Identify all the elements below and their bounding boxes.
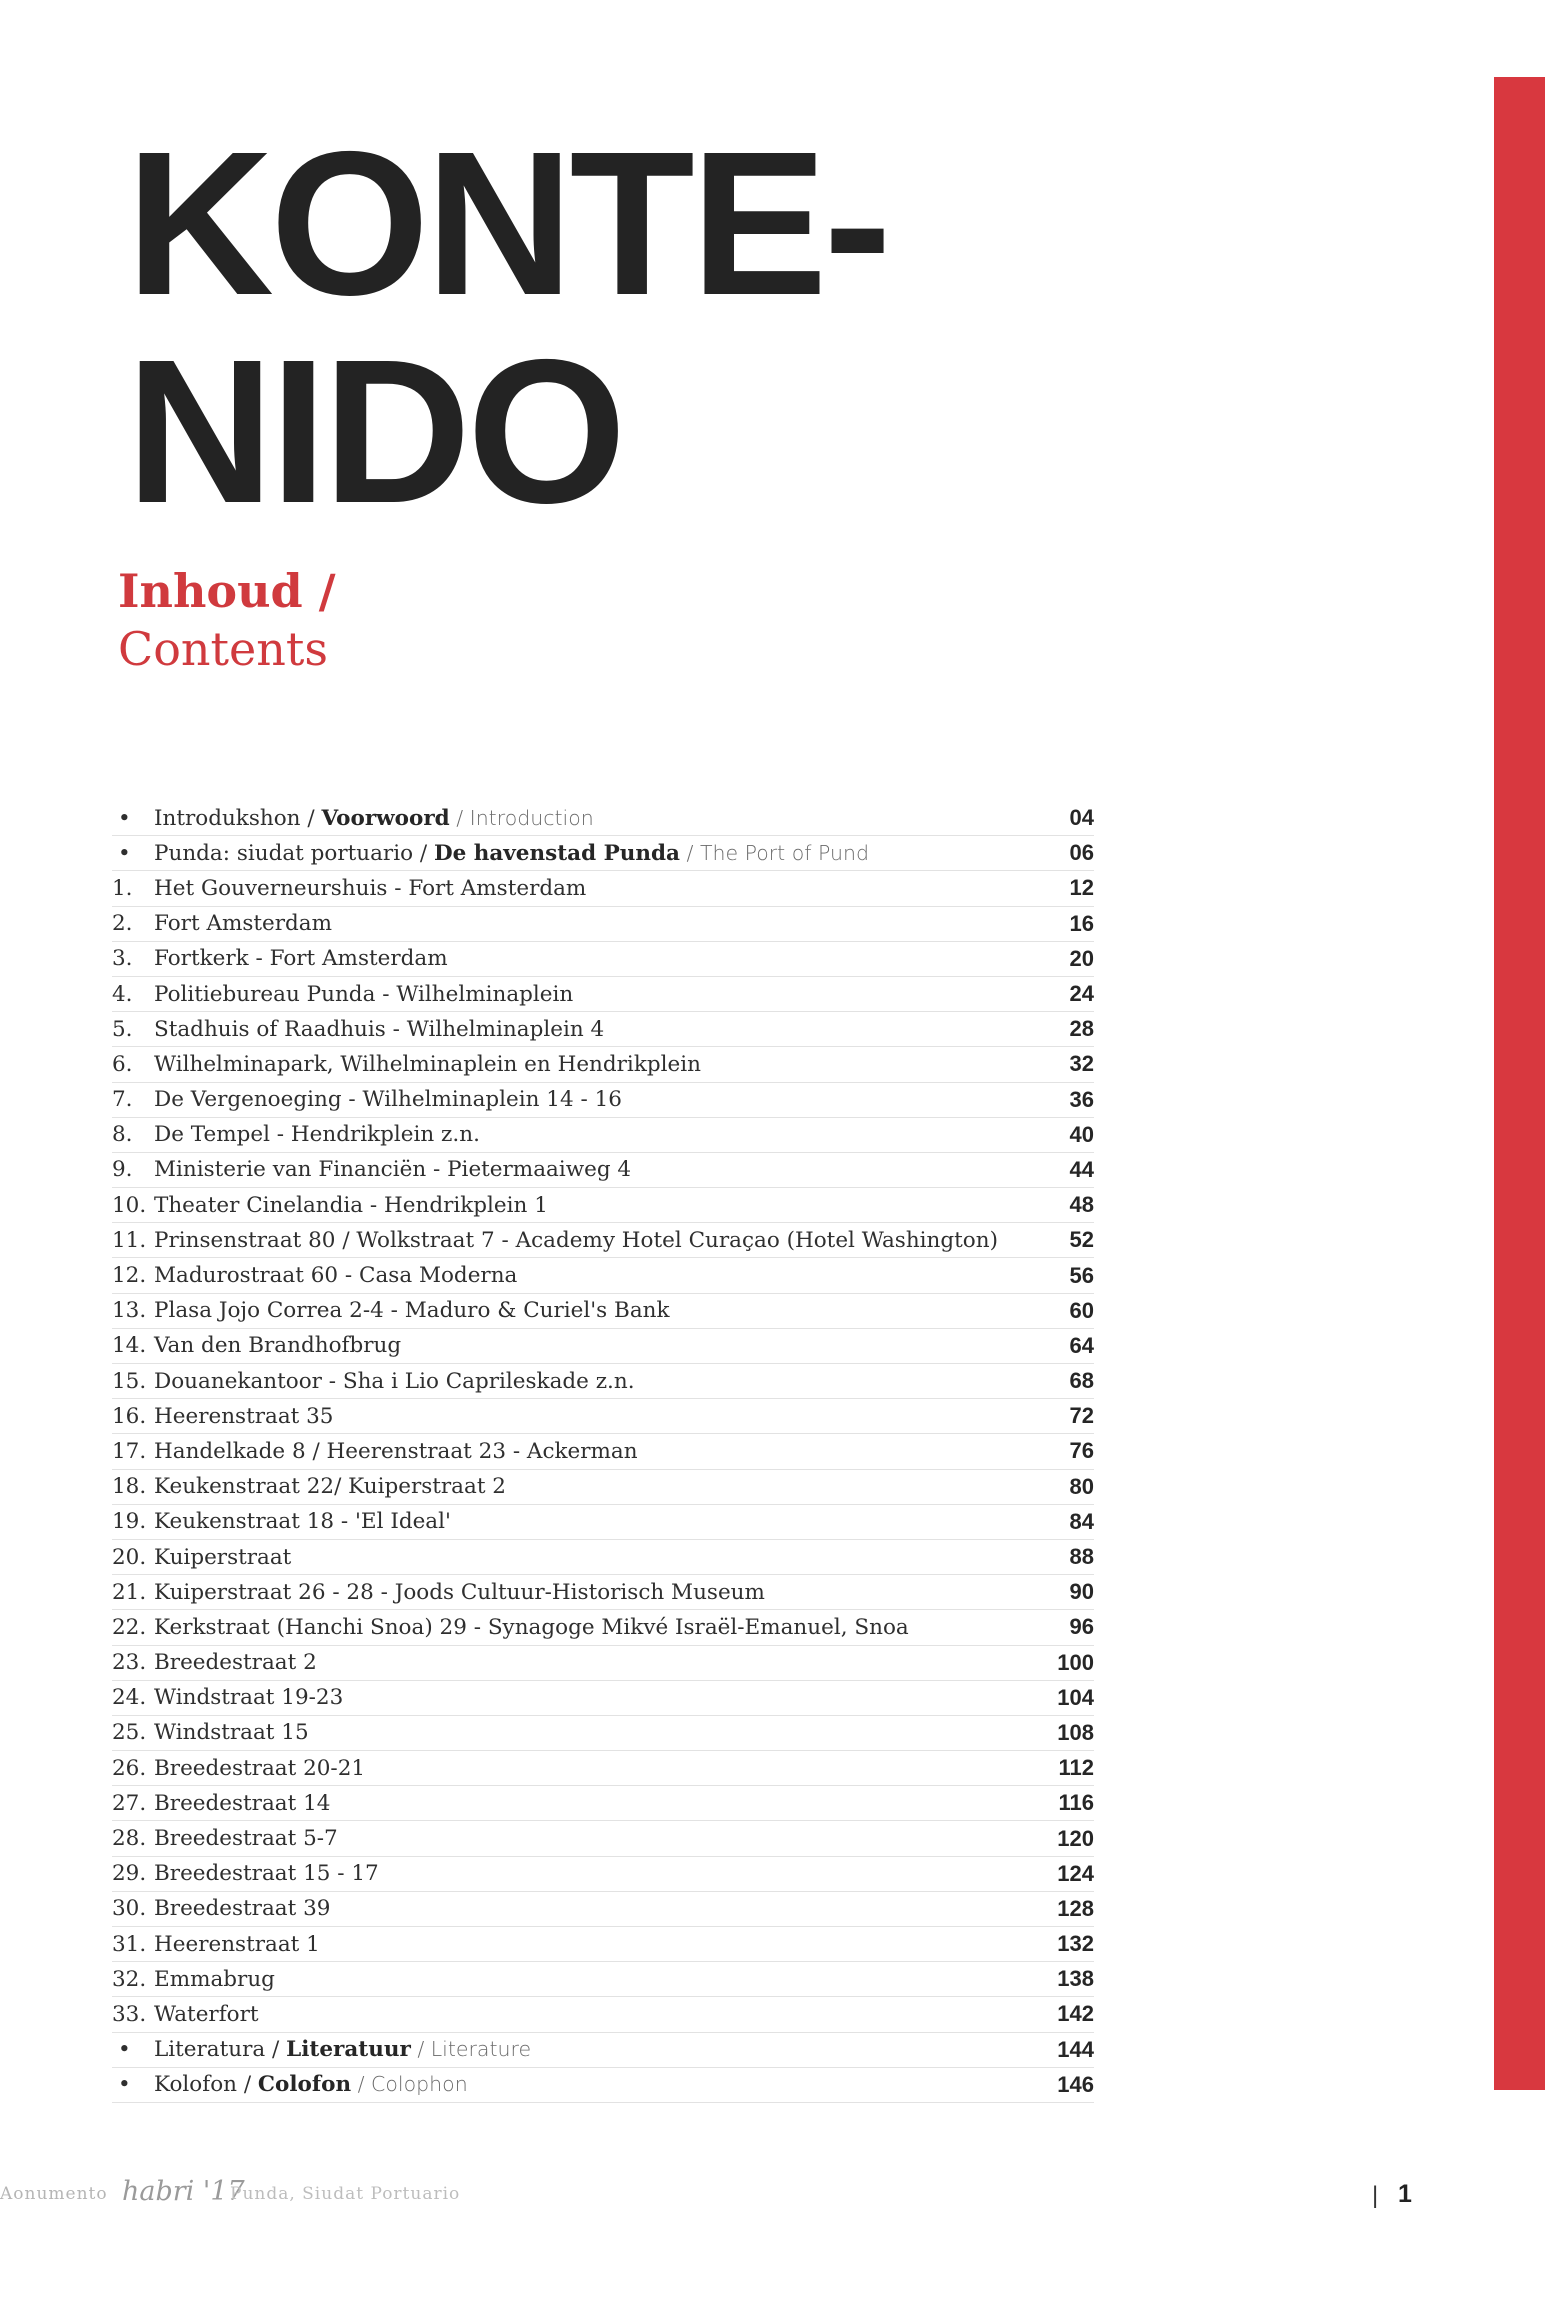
toc-entry-title bbox=[154, 2072, 1094, 2097]
toc-entry-text: Plasa Jojo Correa 2-4 - Maduro & Curiel's Bank bbox=[154, 1298, 670, 1324]
toc-page-number: 124 bbox=[1057, 1860, 1094, 1886]
toc-number: 15. bbox=[112, 1368, 147, 1394]
toc-number: 30. bbox=[112, 1896, 147, 1922]
toc-bullet: • bbox=[118, 840, 131, 866]
toc-number: 32. bbox=[112, 1966, 147, 1992]
toc-entry-text: Kuiperstraat 26 - 28 - Joods Cultuur-Historisch Museum bbox=[154, 1579, 765, 1605]
toc-number: 18. bbox=[112, 1474, 147, 1500]
table-of-contents bbox=[112, 801, 1094, 2103]
toc-entry bbox=[112, 1294, 1094, 1329]
toc-entry-english: / The Port of Pund bbox=[680, 840, 870, 865]
toc-entry bbox=[112, 1681, 1094, 1716]
toc-entry bbox=[112, 1083, 1094, 1118]
toc-number: 10. bbox=[112, 1192, 147, 1218]
toc-entry-title bbox=[154, 1157, 1094, 1182]
toc-entry-text: Kolofon / bbox=[154, 2072, 258, 2098]
toc-page-number: 48 bbox=[1069, 1192, 1094, 1218]
toc-page-number: 120 bbox=[1057, 1825, 1094, 1851]
toc-entry bbox=[112, 1610, 1094, 1645]
toc-entry bbox=[112, 1364, 1094, 1399]
toc-entry bbox=[112, 1716, 1094, 1751]
toc-entry-text: Douanekantoor - Sha i Lio Caprileskade z.n. bbox=[154, 1368, 635, 1394]
toc-entry-title bbox=[154, 1615, 1094, 1640]
toc-entry bbox=[112, 1047, 1094, 1082]
toc-entry-text: Van den Brandhofbrug bbox=[154, 1333, 402, 1359]
toc-entry-title bbox=[154, 946, 1094, 971]
toc-entry bbox=[112, 2068, 1094, 2103]
footer-book-title: Punda, Siudat Portuario bbox=[230, 2184, 461, 2204]
toc-entry-text: Handelkade 8 / Heerenstraat 23 - Ackerman bbox=[154, 1438, 638, 1464]
toc-entry-title bbox=[154, 1439, 1094, 1464]
toc-number: 19. bbox=[112, 1509, 147, 1535]
toc-page-number: 20 bbox=[1069, 945, 1094, 971]
toc-entry-text: Keukenstraat 22/ Kuiperstraat 2 bbox=[154, 1474, 506, 1500]
toc-entry bbox=[112, 1470, 1094, 1505]
toc-number: 1. bbox=[112, 875, 133, 901]
toc-number: 8. bbox=[112, 1122, 133, 1148]
toc-entry-text: Heerenstraat 1 bbox=[154, 1931, 320, 1957]
toc-page-number: 24 bbox=[1069, 981, 1094, 1007]
toc-entry-text: Breedestraat 39 bbox=[154, 1896, 331, 1922]
toc-entry-text: Introdukshon / bbox=[154, 805, 322, 831]
toc-page-number: 60 bbox=[1069, 1297, 1094, 1323]
toc-number: 7. bbox=[112, 1087, 133, 1113]
toc-page-number: 84 bbox=[1069, 1508, 1094, 1534]
toc-page-number: 132 bbox=[1057, 1931, 1094, 1957]
toc-entry-title bbox=[154, 1685, 1094, 1710]
toc-page-number: 108 bbox=[1057, 1719, 1094, 1745]
toc-entry-title bbox=[154, 1369, 1094, 1394]
toc-bullet: • bbox=[118, 2072, 131, 2098]
toc-number: 27. bbox=[112, 1790, 147, 1816]
toc-page-number: 90 bbox=[1069, 1579, 1094, 1605]
footer-page-number: 1 bbox=[1398, 2180, 1412, 2208]
toc-page-number: 72 bbox=[1069, 1403, 1094, 1429]
toc-entry bbox=[112, 1821, 1094, 1856]
page-footer bbox=[0, 2178, 1545, 2218]
toc-page-number: 36 bbox=[1069, 1086, 1094, 1112]
footer-series: Aonumento bbox=[0, 2184, 108, 2204]
toc-entry-title bbox=[154, 1333, 1094, 1358]
toc-entry bbox=[112, 1012, 1094, 1047]
toc-page-number: 116 bbox=[1058, 1790, 1094, 1816]
toc-number: 22. bbox=[112, 1614, 147, 1640]
toc-entry-title bbox=[154, 1580, 1094, 1605]
toc-page-number: 76 bbox=[1069, 1438, 1094, 1464]
toc-page-number: 80 bbox=[1069, 1473, 1094, 1499]
toc-entry-text: Fort Amsterdam bbox=[154, 911, 332, 937]
toc-entry-text: Het Gouverneurshuis - Fort Amsterdam bbox=[154, 875, 587, 901]
toc-entry bbox=[112, 1329, 1094, 1364]
toc-entry-title bbox=[154, 1509, 1094, 1534]
toc-entry bbox=[112, 1646, 1094, 1681]
toc-entry-text: Windstraat 15 bbox=[154, 1720, 309, 1746]
toc-page-number: 146 bbox=[1057, 2071, 1094, 2097]
toc-entry-dutch: Literatuur bbox=[286, 2037, 411, 2063]
toc-entry-title bbox=[154, 1474, 1094, 1499]
toc-entry bbox=[112, 1258, 1094, 1293]
toc-entry-title bbox=[154, 1896, 1094, 1921]
toc-entry-text: Kuiperstraat bbox=[154, 1544, 292, 1570]
toc-entry-text: De Vergenoeging - Wilhelminaplein 14 - 16 bbox=[154, 1087, 622, 1113]
toc-entry-title bbox=[154, 1228, 1094, 1253]
toc-page-number: 128 bbox=[1057, 1895, 1094, 1921]
toc-number: 20. bbox=[112, 1544, 147, 1570]
toc-page-number: 144 bbox=[1057, 2036, 1094, 2062]
toc-entry-title bbox=[154, 1650, 1094, 1675]
toc-entry bbox=[112, 942, 1094, 977]
toc-entry-title bbox=[154, 1052, 1094, 1077]
toc-entry-title bbox=[154, 1404, 1094, 1429]
toc-entry-title bbox=[154, 1017, 1094, 1042]
toc-page-number: 68 bbox=[1069, 1368, 1094, 1394]
toc-entry bbox=[112, 1399, 1094, 1434]
toc-entry bbox=[112, 836, 1094, 871]
toc-entry-title bbox=[154, 1720, 1094, 1745]
toc-number: 13. bbox=[112, 1298, 147, 1324]
toc-entry-title bbox=[154, 876, 1094, 901]
toc-entry-title bbox=[154, 806, 1094, 831]
toc-entry-text: Breedestraat 5-7 bbox=[154, 1826, 338, 1852]
toc-entry-text: Breedestraat 15 - 17 bbox=[154, 1861, 379, 1887]
toc-entry-dutch: Colofon bbox=[257, 2072, 352, 2098]
subtitle-line-1: Inhoud / bbox=[118, 564, 336, 618]
toc-entry-text: Windstraat 19-23 bbox=[154, 1685, 344, 1711]
toc-number: 28. bbox=[112, 1826, 147, 1852]
toc-entry bbox=[112, 1434, 1094, 1469]
toc-entry-text: De Tempel - Hendrikplein z.n. bbox=[154, 1122, 480, 1148]
toc-entry bbox=[112, 801, 1094, 836]
toc-number: 4. bbox=[112, 981, 133, 1007]
toc-entry-title bbox=[154, 1545, 1094, 1570]
toc-entry bbox=[112, 1751, 1094, 1786]
toc-entry bbox=[112, 1153, 1094, 1188]
toc-entry bbox=[112, 977, 1094, 1012]
toc-entry bbox=[112, 1892, 1094, 1927]
toc-page-number: 06 bbox=[1069, 840, 1094, 866]
toc-page-number: 52 bbox=[1069, 1227, 1094, 1253]
toc-entry-title bbox=[154, 1298, 1094, 1323]
toc-entry-title bbox=[154, 1967, 1094, 1992]
toc-entry-title bbox=[154, 1263, 1094, 1288]
toc-entry-english: / Literature bbox=[410, 2037, 532, 2062]
toc-number: 9. bbox=[112, 1157, 133, 1183]
toc-entry-text: Wilhelminapark, Wilhelminaplein en Hendrikplein bbox=[154, 1051, 701, 1077]
toc-entry-text: Stadhuis of Raadhuis - Wilhelminaplein 4 bbox=[154, 1016, 605, 1042]
title-line-1: KONTE- bbox=[126, 109, 888, 338]
toc-number: 29. bbox=[112, 1861, 147, 1887]
toc-number: 11. bbox=[112, 1227, 147, 1253]
toc-number: 12. bbox=[112, 1263, 147, 1289]
subtitle-line-2: Contents bbox=[118, 622, 328, 676]
toc-entry bbox=[112, 1927, 1094, 1962]
toc-entry-text: Breedestraat 14 bbox=[154, 1790, 331, 1816]
toc-entry-title bbox=[154, 1826, 1094, 1851]
toc-page-number: 96 bbox=[1069, 1614, 1094, 1640]
toc-entry bbox=[112, 1962, 1094, 1997]
toc-entry bbox=[112, 1857, 1094, 1892]
toc-entry-text: Theater Cinelandia - Hendrikplein 1 bbox=[154, 1192, 548, 1218]
toc-entry-title bbox=[154, 2002, 1094, 2027]
toc-entry bbox=[112, 1118, 1094, 1153]
toc-entry-text: Emmabrug bbox=[154, 1966, 275, 1992]
toc-entry bbox=[112, 1223, 1094, 1258]
toc-entry bbox=[112, 1505, 1094, 1540]
toc-number: 2. bbox=[112, 911, 133, 937]
toc-entry-text: Madurostraat 60 - Casa Moderna bbox=[154, 1263, 518, 1289]
toc-number: 14. bbox=[112, 1333, 147, 1359]
toc-number: 31. bbox=[112, 1931, 147, 1957]
toc-entry bbox=[112, 1786, 1094, 1821]
toc-number: 3. bbox=[112, 946, 133, 972]
toc-page-number: 04 bbox=[1069, 805, 1094, 831]
toc-page-number: 16 bbox=[1069, 910, 1094, 936]
toc-entry-title bbox=[154, 1932, 1094, 1957]
red-side-bar bbox=[1494, 77, 1545, 2090]
toc-bullet: • bbox=[118, 2037, 131, 2063]
toc-entry bbox=[112, 1575, 1094, 1610]
toc-entry bbox=[112, 2033, 1094, 2068]
toc-entry-title bbox=[154, 1087, 1094, 1112]
toc-number: 26. bbox=[112, 1755, 147, 1781]
toc-number: 16. bbox=[112, 1403, 147, 1429]
toc-page-number: 40 bbox=[1069, 1121, 1094, 1147]
toc-entry-title bbox=[154, 2037, 1094, 2062]
toc-page-number: 138 bbox=[1057, 1966, 1094, 1992]
toc-entry-dutch: De havenstad Punda bbox=[433, 840, 680, 866]
toc-number: 17. bbox=[112, 1438, 147, 1464]
toc-page-number: 100 bbox=[1057, 1649, 1094, 1675]
toc-number: 25. bbox=[112, 1720, 147, 1746]
toc-entry bbox=[112, 871, 1094, 906]
toc-entry-title bbox=[154, 1791, 1094, 1816]
toc-entry-english: / Colophon bbox=[351, 2072, 468, 2097]
toc-entry-text: Waterfort bbox=[154, 2001, 259, 2027]
footer-separator: | bbox=[1372, 2182, 1379, 2209]
toc-entry-dutch: Voorwoord bbox=[321, 805, 450, 831]
toc-entry bbox=[112, 1997, 1094, 2032]
toc-number: 23. bbox=[112, 1650, 147, 1676]
toc-bullet: • bbox=[118, 805, 131, 831]
page-subtitle bbox=[118, 562, 336, 678]
toc-entry-text: Kerkstraat (Hanchi Snoa) 29 - Synagoge Mikvé Israël-Emanuel, Snoa bbox=[154, 1614, 909, 1640]
toc-entry-text: Breedestraat 2 bbox=[154, 1650, 317, 1676]
toc-page-number: 104 bbox=[1057, 1684, 1094, 1710]
toc-entry-title bbox=[154, 841, 1094, 866]
footer-handwritten-note: habri '17 bbox=[122, 2176, 245, 2207]
toc-page-number: 112 bbox=[1058, 1755, 1094, 1781]
toc-entry-text: Ministerie van Financiën - Pietermaaiweg 4 bbox=[154, 1157, 632, 1183]
toc-page-number: 142 bbox=[1057, 2001, 1094, 2027]
toc-entry-title bbox=[154, 982, 1094, 1007]
toc-entry-text: Politiebureau Punda - Wilhelminaplein bbox=[154, 981, 574, 1007]
toc-page-number: 88 bbox=[1069, 1544, 1094, 1570]
toc-entry-text: Heerenstraat 35 bbox=[154, 1403, 334, 1429]
toc-number: 24. bbox=[112, 1685, 147, 1711]
toc-entry bbox=[112, 1188, 1094, 1223]
toc-entry-text: Breedestraat 20-21 bbox=[154, 1755, 366, 1781]
toc-entry-title bbox=[154, 1122, 1094, 1147]
toc-number: 6. bbox=[112, 1051, 133, 1077]
toc-entry-title bbox=[154, 1756, 1094, 1781]
toc-number: 21. bbox=[112, 1579, 147, 1605]
toc-entry-text: Keukenstraat 18 - 'El Ideal' bbox=[154, 1509, 451, 1535]
toc-entry-english: / Introduction bbox=[449, 805, 594, 830]
toc-number: 33. bbox=[112, 2001, 147, 2027]
toc-entry-title bbox=[154, 1861, 1094, 1886]
toc-entry-title bbox=[154, 911, 1094, 936]
page-title bbox=[126, 109, 888, 546]
toc-entry-text: Punda: siudat portuario / bbox=[154, 840, 434, 866]
toc-page-number: 12 bbox=[1069, 875, 1094, 901]
toc-entry-text: Literatura / bbox=[154, 2037, 287, 2063]
title-line-2: NIDO bbox=[126, 317, 623, 546]
toc-page-number: 64 bbox=[1069, 1332, 1094, 1358]
toc-entry-text: Prinsenstraat 80 / Wolkstraat 7 - Academy Hotel Curaçao (Hotel Washington) bbox=[154, 1227, 998, 1253]
toc-page-number: 44 bbox=[1069, 1156, 1094, 1182]
toc-page-number: 56 bbox=[1069, 1262, 1094, 1288]
toc-entry bbox=[112, 907, 1094, 942]
toc-number: 5. bbox=[112, 1016, 133, 1042]
toc-entry-text: Fortkerk - Fort Amsterdam bbox=[154, 946, 448, 972]
toc-entry-title bbox=[154, 1193, 1094, 1218]
toc-page-number: 28 bbox=[1069, 1016, 1094, 1042]
toc-page-number: 32 bbox=[1069, 1051, 1094, 1077]
toc-entry bbox=[112, 1540, 1094, 1575]
